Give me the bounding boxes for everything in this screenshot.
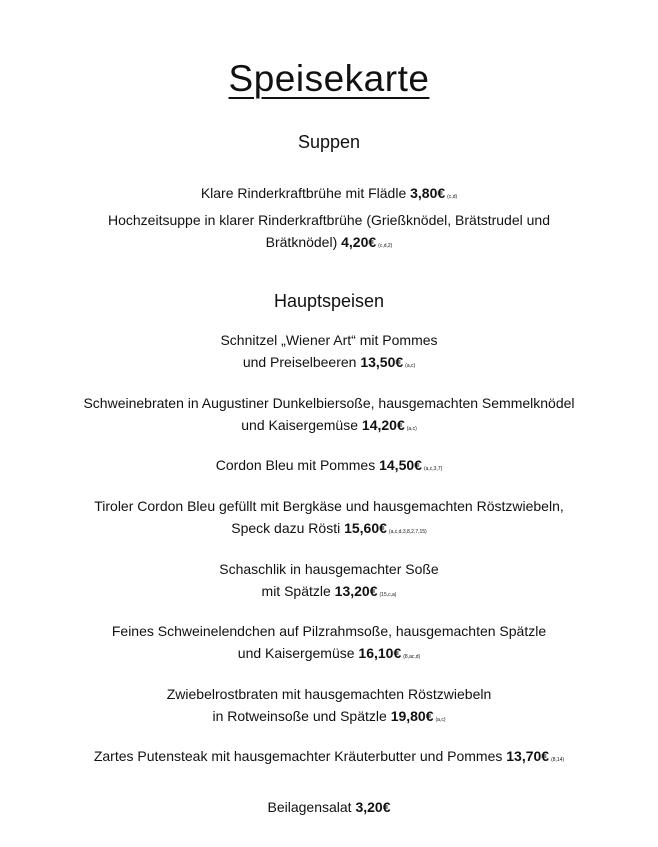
item-text-line (0, 642, 658, 668)
item-allergens: (a,c,d,3,8,2,7,15) (388, 529, 427, 535)
item-allergens: (a,c) (406, 426, 417, 432)
item-price: 3,20€ (355, 799, 391, 815)
item-name: Hochzeitsuppe in klarer Rinderkraftbrühe (Grießknödel, Brätstrudel und (108, 212, 550, 228)
item-text-line (0, 796, 658, 818)
item-name: und Kaisergemüse (241, 417, 359, 433)
item-allergens: (8,14) (551, 757, 565, 763)
page-title: Speisekarte (228, 58, 430, 99)
item-name: Schnitzel „Wiener Art“ mit Pommes (220, 332, 438, 348)
item-name: Zartes Putensteak mit hausgemachter Kräuterbutter und Pommes (93, 748, 503, 764)
item-allergens: (15,c,a) (379, 592, 397, 598)
item-name: Brätknödel) (265, 234, 338, 250)
item-text-line (0, 231, 658, 257)
menu-item (0, 558, 658, 606)
item-price: 13,70€ (506, 748, 550, 764)
item-text-line (0, 517, 658, 543)
item-text-line (0, 580, 658, 606)
item-allergens: (c,d,2) (378, 243, 393, 249)
item-allergens: (c,d) (447, 194, 458, 200)
item-name: Speck dazu Rösti (231, 520, 341, 536)
item-name: und Kaisergemüse (237, 645, 355, 661)
item-text-line (0, 454, 658, 480)
item-name: Schweinebraten in Augustiner Dunkelbiersoße, hausgemachten Semmelknödel (83, 395, 575, 411)
item-name: Tiroler Cordon Bleu gefüllt mit Bergkäse und hausgemachten Röstzwiebeln, (94, 498, 564, 514)
item-text-line (0, 351, 658, 377)
item-name: in Rotweinsoße und Spätzle (212, 708, 387, 724)
item-name: Klare Rinderkraftbrühe mit Flädle (200, 185, 407, 201)
section-heading-hauptspeisen: Hauptspeisen (273, 291, 385, 311)
item-price: 14,50€ (379, 457, 422, 473)
item-price: 13,20€ (334, 583, 378, 599)
menu-item (0, 495, 658, 543)
item-price: 14,20€ (361, 417, 405, 433)
menu-item (0, 745, 658, 771)
menu-item (0, 182, 658, 208)
menu-item (0, 329, 658, 377)
item-price: 13,50€ (360, 354, 404, 370)
item-price: 4,20€ (341, 234, 377, 250)
item-name: und Preiselbeeren (242, 354, 357, 370)
item-text-line (0, 182, 658, 208)
menu-item (0, 454, 658, 480)
item-name: Beilagensalat (267, 799, 352, 815)
item-name: Zwiebelrostbraten mit hausgemachten Röstzwiebeln (166, 686, 492, 702)
item-price: 16,10€ (358, 645, 402, 661)
item-name: Feines Schweinelendchen auf Pilzrahmsoße, hausgemachten Spätzle (111, 623, 547, 639)
item-price: 3,80€ (410, 185, 446, 201)
menu-item (0, 620, 658, 668)
item-name: mit Spätzle (261, 583, 331, 599)
menu-item (0, 796, 658, 818)
menu-item (0, 209, 658, 257)
item-price: 19,80€ (390, 708, 434, 724)
section-heading-suppen: Suppen (297, 132, 361, 152)
item-name: Schaschlik in hausgemachter Soße (219, 561, 439, 577)
item-text-line (0, 414, 658, 440)
menu-item (0, 392, 658, 440)
item-allergens: (8,ac,d) (403, 654, 421, 660)
item-allergens: (a,c) (435, 717, 446, 723)
item-allergens: (a,c,3,7) (423, 466, 443, 472)
item-name: Cordon Bleu mit Pommes (215, 457, 376, 473)
menu-item (0, 683, 658, 731)
item-text-line (0, 745, 658, 771)
item-price: 15,60€ (344, 520, 387, 536)
item-allergens: (a,c) (405, 363, 416, 369)
item-text-line (0, 705, 658, 731)
